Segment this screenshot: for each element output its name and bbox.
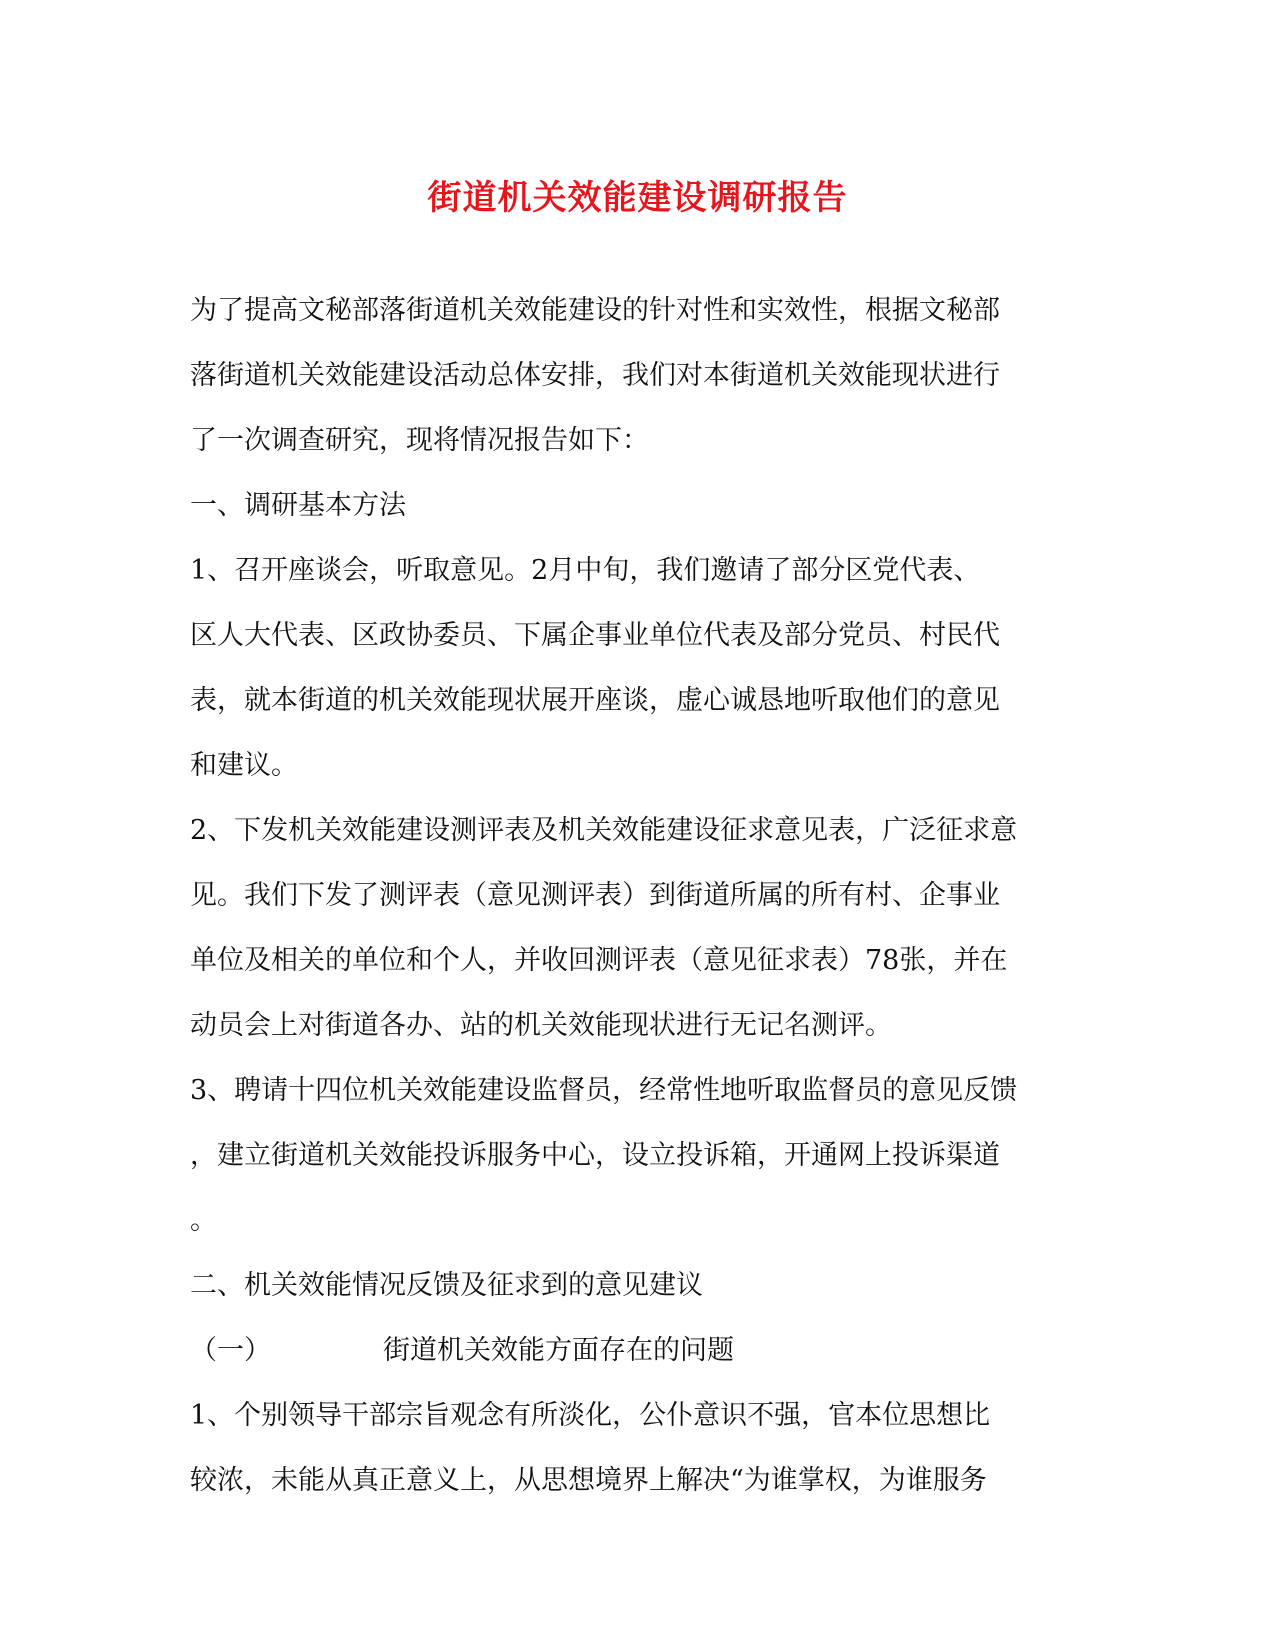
paragraph-line: 动员会上对街道各办、站的机关效能现状进行无记名测评。: [190, 1010, 892, 1041]
paragraph-line: 。: [190, 1205, 217, 1236]
paragraph-line: 了一次调查研究，现将情况报告如下：: [190, 425, 649, 456]
paragraph-line: 1、个别领导干部宗旨观念有所淡化，公仆意识不强，官本位思想比: [190, 1400, 991, 1431]
subsection-title: 街道机关效能方面存在的问题: [383, 1335, 734, 1366]
paragraph-line: 1、召开座谈会，听取意见。2月中旬，我们邀请了部分区党代表、: [190, 555, 981, 586]
paragraph-line: 3、聘请十四位机关效能建设监督员，经常性地听取监督员的意见反馈: [190, 1075, 1018, 1106]
paragraph-line: 落街道机关效能建设活动总体安排，我们对本街道机关效能现状进行: [190, 360, 1000, 391]
subsection-number: （一）: [190, 1335, 271, 1366]
subsection-heading: [190, 1318, 1090, 1383]
paragraph-line: 表，就本街道的机关效能现状展开座谈，虚心诚恳地听取他们的意见: [190, 685, 1000, 716]
paragraph-line: 较浓，未能从真正意义上，从思想境界上解决“为谁掌权，为谁服务: [190, 1465, 987, 1496]
paragraph-line: 2、下发机关效能建设测评表及机关效能建设征求意见表，广泛征求意: [190, 815, 1018, 846]
section-heading: 二、机关效能情况反馈及征求到的意见建议: [190, 1270, 703, 1301]
paragraph-line: ，建立街道机关效能投诉服务中心，设立投诉箱，开通网上投诉渠道: [190, 1140, 1000, 1171]
document-body: [190, 278, 1090, 1513]
paragraph-line: 见。我们下发了测评表（意见测评表）到街道所属的所有村、企事业: [190, 880, 1000, 911]
document-title: 街道机关效能建设调研报告: [427, 178, 848, 218]
paragraph-line: 为了提高文秘部落街道机关效能建设的针对性和实效性，根据文秘部: [190, 295, 1000, 326]
paragraph-line: 区人大代表、区政协委员、下属企事业单位代表及部分党员、村民代: [190, 620, 1000, 651]
paragraph-line: 单位及相关的单位和个人，并收回测评表（意见征求表）78张，并在: [190, 945, 1008, 976]
paragraph-line: 和建议。: [190, 750, 298, 781]
section-heading: 一、调研基本方法: [190, 490, 406, 521]
